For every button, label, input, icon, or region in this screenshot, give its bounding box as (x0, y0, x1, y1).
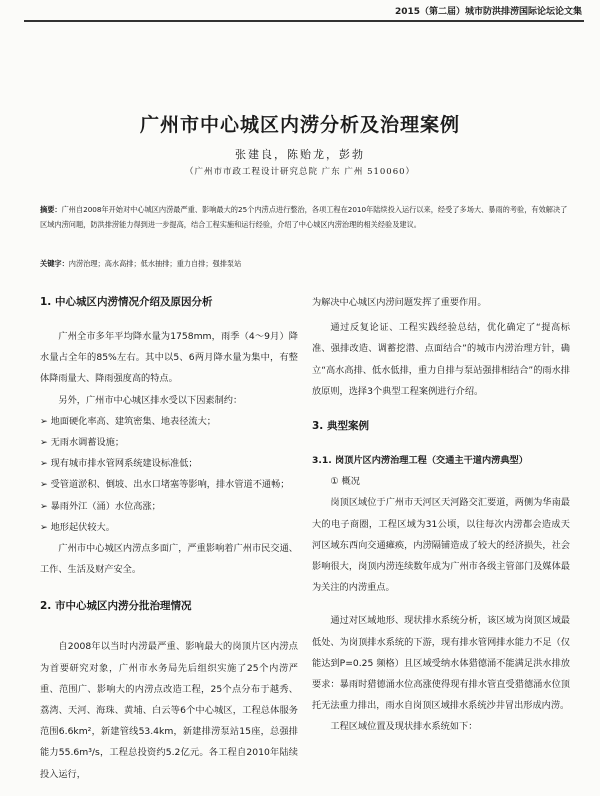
paragraph: 自2008年以当时内涝最严重、影响最大的岗顶片区内涝点为首要研究对象，广州市水务局先后组织实施了25个内涝严重、范围广、影响大的内涝点改造工程，25个点分布于越秀、荔湾、天河、海珠、黄埔、白云等6个中心城区，工程总体服务范围6.6km²，新建管线53.4km，新建排涝泵站15座，总强排能力55.6m³/s，工程总投资约5.2亿元。各工程自2010年陆续投入运行， (40, 641, 298, 780)
bullet-item: ➢ 受管道淤积、倒坡、出水口堵塞等影响，排水管道不通畅； (40, 479, 290, 491)
paragraph: 另外，广州市中心城区排水受以下因素制约： (58, 394, 243, 406)
section-1-title: 1. 中心城区内涝情况介绍及原因分析 (40, 296, 213, 308)
subsection-label: ① 概况 (330, 476, 360, 488)
bullet-item: ➢ 无雨水调蓄设施； (40, 437, 125, 449)
paper-title: 广州市中心城区内涝分析及治理案例 (139, 114, 460, 136)
authors: 张建良，陈贻龙，彭勃 (235, 148, 365, 161)
section-2-title: 2. 市中心城区内涝分批治理情况 (40, 600, 192, 613)
right-column (312, 292, 570, 738)
paragraph: 通过反复论证、工程实践经验总结，优化确定了“提高标准、强排改造、调蓄挖潜、点面结合”的城市内涝治理方针，确立“高水高排、低水低排，重力自排与泵站强排相结合”的雨水排放原则，选择3个典型工程案例进行介绍。 (312, 322, 570, 397)
abstract-label: 摘要： (40, 205, 62, 214)
paragraph: 为解决中心城区内涝问题发挥了重要作用。 (312, 297, 487, 308)
running-header: 2015（第二届）城市防洪排涝国际论坛论文集 (394, 7, 582, 17)
keywords-text: 内涝治理；高水高排；低水抽排；重力自排；强排泵站 (68, 259, 242, 268)
header-rule (24, 20, 584, 22)
abstract (40, 203, 572, 232)
paragraph: 广州全市多年平均降水量为1758mm，雨季（4～9月）降水量占全年的85%左右。其中以5、6两月降水量为集中，有整体降雨量大、降雨强度高的特点。 (40, 331, 298, 385)
bullet-item: ➢ 现有城市排水管网系统建设标准低； (40, 458, 198, 470)
bullet-item: ➢ 地面硬化率高、建筑密集、地表径流大； (40, 415, 216, 427)
paragraph: 广州市中心城区内涝点多面广，严重影响着广州市民交通、工作、生活及财产安全。 (40, 543, 298, 576)
paragraph: 岗顶区域位于广州市天河区天河路交汇要道，两侧为华南最大的电子商圈，工程区域为31公顷，以往每次内涝都会造成天河区域东西向交通瘫痪，内涝隔铺造成了较大的经济损失，社会影响很大，岗顶内涝连续数年成为广州市各级主管部门及媒体最为关注的内涝重点。 (312, 497, 570, 594)
subsection-3-1-title: 3.1. 岗顶片区内涝治理工程（交通主干道内涝典型） (312, 455, 528, 467)
bullet-item: ➢ 地形起伏较大。 (40, 521, 115, 533)
affiliation: （广州市市政工程设计研究总院 广东 广州 510060） (184, 167, 416, 177)
section-3-title: 3. 典型案例 (312, 420, 369, 433)
abstract-text: 广州自2008年开始对中心城区内涝最严重、影响最大的25个内涝点进行整治，各项工程在2010年陆续投入运行以来，经受了多场大、暴雨的考验，有效解决了区域内涝问题，防洪排涝能力得到进一步提高，结合工程实施和运行经验，介绍了中心城区内涝治理的相关经验及建议。 (40, 205, 568, 229)
keywords (40, 259, 572, 269)
left-column (40, 292, 298, 785)
paragraph: 工程区域位置及现状排水系统如下： (330, 721, 478, 733)
keywords-label: 关键字： (40, 259, 69, 268)
bullet-item: ➢ 暴雨外江（涌）水位高涨； (40, 500, 161, 512)
paragraph: 通过对区域地形、现状排水系统分析，该区域为岗顶区域最低处、为岗顶排水系统的下游，现有排水管网排水能力不足（仅能达到P=0.25 频格）且区域受纳水体猎德涌不能满足洪水排放要求：暴雨时猎德涌水位高涨使得现有排水管直受猎德涌水位顶托无法重力排出，雨水自岗顶区域排水系统沙井冒出形成内涝。 (312, 615, 570, 712)
